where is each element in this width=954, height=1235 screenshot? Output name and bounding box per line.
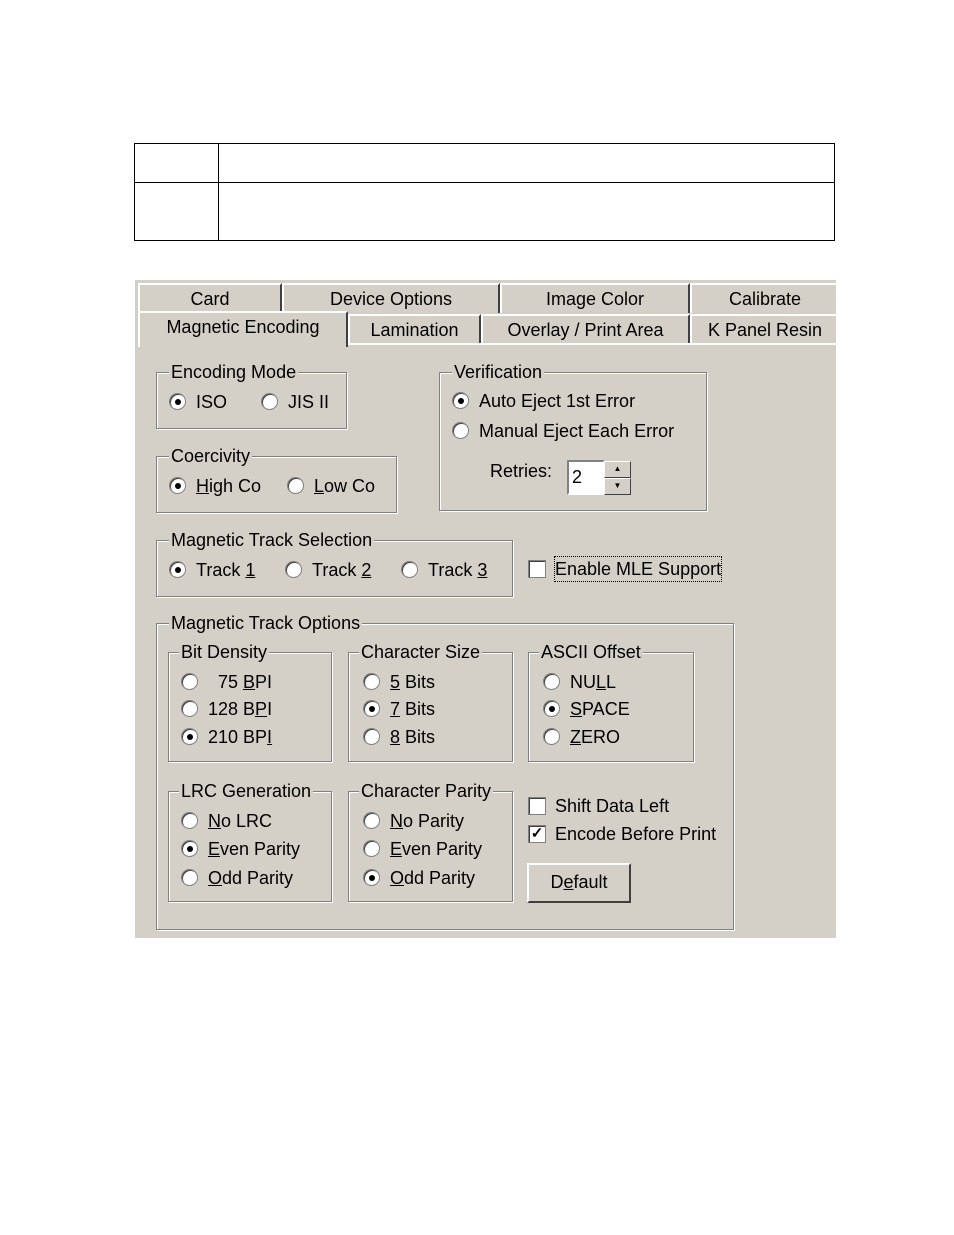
bit-density-title: Bit Density — [181, 642, 268, 662]
radio-selected-icon[interactable] — [181, 728, 198, 745]
track-options-title: Magnetic Track Options — [171, 613, 361, 633]
tab-lamination[interactable]: Lamination — [348, 314, 481, 345]
radio-selected-icon[interactable] — [169, 393, 186, 410]
tab-device-options[interactable]: Device Options — [282, 283, 500, 313]
radio-selected-icon[interactable] — [169, 477, 186, 494]
radio-icon[interactable] — [401, 561, 418, 578]
table-column-divider — [218, 144, 219, 240]
character-parity-group: Character Parity No Parity Even Parity Odd Parity — [348, 791, 513, 902]
radio-icon[interactable] — [363, 673, 380, 690]
radio-icon[interactable] — [181, 812, 198, 829]
table-row-divider — [135, 182, 834, 183]
radio-icon[interactable] — [543, 728, 560, 745]
document-table — [134, 143, 835, 241]
radio-selected-icon[interactable] — [169, 561, 186, 578]
radio-icon[interactable] — [287, 477, 304, 494]
track-selection-group: Magnetic Track Selection Track 1 Track 2 Track 3 — [156, 540, 513, 597]
coercivity-title: Coercivity — [171, 446, 251, 466]
character-size-title: Character Size — [361, 642, 481, 662]
radio-icon[interactable] — [363, 840, 380, 857]
radio-icon[interactable] — [363, 728, 380, 745]
character-parity-title: Character Parity — [361, 781, 492, 801]
radio-selected-icon[interactable] — [363, 700, 380, 717]
lrc-generation-group: LRC Generation No LRC Even Parity Odd Parity — [168, 791, 332, 902]
bit-density-group: Bit Density 75 BPI 128 BPI 210 BPI — [168, 652, 332, 762]
checkbox-icon[interactable] — [528, 797, 546, 815]
spin-up-icon[interactable]: ▲ — [604, 461, 631, 478]
tab-image-color[interactable]: Image Color — [500, 283, 690, 313]
encoding-mode-group: Encoding Mode ISO JIS II — [156, 372, 347, 429]
default-button[interactable]: Default — [527, 863, 631, 903]
tab-magnetic-encoding[interactable]: Magnetic Encoding — [138, 311, 348, 347]
encoding-mode-title: Encoding Mode — [171, 362, 297, 382]
tab-card[interactable]: Card — [138, 283, 282, 313]
lrc-generation-title: LRC Generation — [181, 781, 312, 801]
verification-group: Verification Auto Eject 1st Error Manual Eject Each Error Retries: — [439, 372, 707, 511]
radio-icon[interactable] — [363, 812, 380, 829]
radio-icon[interactable] — [452, 422, 469, 439]
radio-icon[interactable] — [285, 561, 302, 578]
radio-icon[interactable] — [181, 700, 198, 717]
radio-icon[interactable] — [181, 869, 198, 886]
character-size-group: Character Size 5 Bits 7 Bits 8 Bits — [348, 652, 513, 762]
tab-panel-edge — [348, 343, 836, 345]
checkbox-icon[interactable] — [528, 560, 546, 578]
radio-selected-icon[interactable] — [363, 869, 380, 886]
radio-icon[interactable] — [543, 673, 560, 690]
spin-down-icon[interactable]: ▼ — [604, 478, 631, 495]
checkmark-icon[interactable]: ✓ — [528, 825, 546, 843]
radio-icon[interactable] — [261, 393, 278, 410]
printer-settings-dialog: Card Device Options Image Color Calibrate Magnetic Encoding Lamination Overlay / Print Area K Panel Resin Encoding Mode ISO JIS II Coercivity High Co Low Co Verification Auto Eject 1st Error Manual Eject Each Error Retries: 2 ▲ ▼ Magnetic Track Selection Track 1 Track 2 Track 3 Enable MLE Support Magnetic Track Options Bit Density 75 BPI 128 BPI 210 BPI Character Size 5 Bits 7 Bits 8 Bits ASCII Offset NULL SPACE ZERO LRC Generation No LRC Even Parity Odd Parity Character Parity No Parity Even Parity Odd Parity Shift Data Left ✓ Encode Before Print Default — [135, 280, 836, 938]
tab-overlay-print-area[interactable]: Overlay / Print Area — [481, 314, 690, 345]
retries-input[interactable]: 2 — [567, 460, 605, 495]
retries-label: Retries: — [490, 461, 553, 481]
radio-icon[interactable] — [181, 673, 198, 690]
tab-calibrate[interactable]: Calibrate — [690, 283, 836, 313]
ascii-offset-title: ASCII Offset — [541, 642, 641, 662]
ascii-offset-group: ASCII Offset NULL SPACE ZERO — [528, 652, 694, 762]
radio-selected-icon[interactable] — [181, 840, 198, 857]
verification-title: Verification — [454, 362, 543, 382]
radio-selected-icon[interactable] — [543, 700, 560, 717]
tab-k-panel-resin[interactable]: K Panel Resin — [690, 314, 836, 345]
coercivity-group: Coercivity High Co Low Co — [156, 456, 397, 513]
radio-selected-icon[interactable] — [452, 392, 469, 409]
track-selection-title: Magnetic Track Selection — [171, 530, 373, 550]
